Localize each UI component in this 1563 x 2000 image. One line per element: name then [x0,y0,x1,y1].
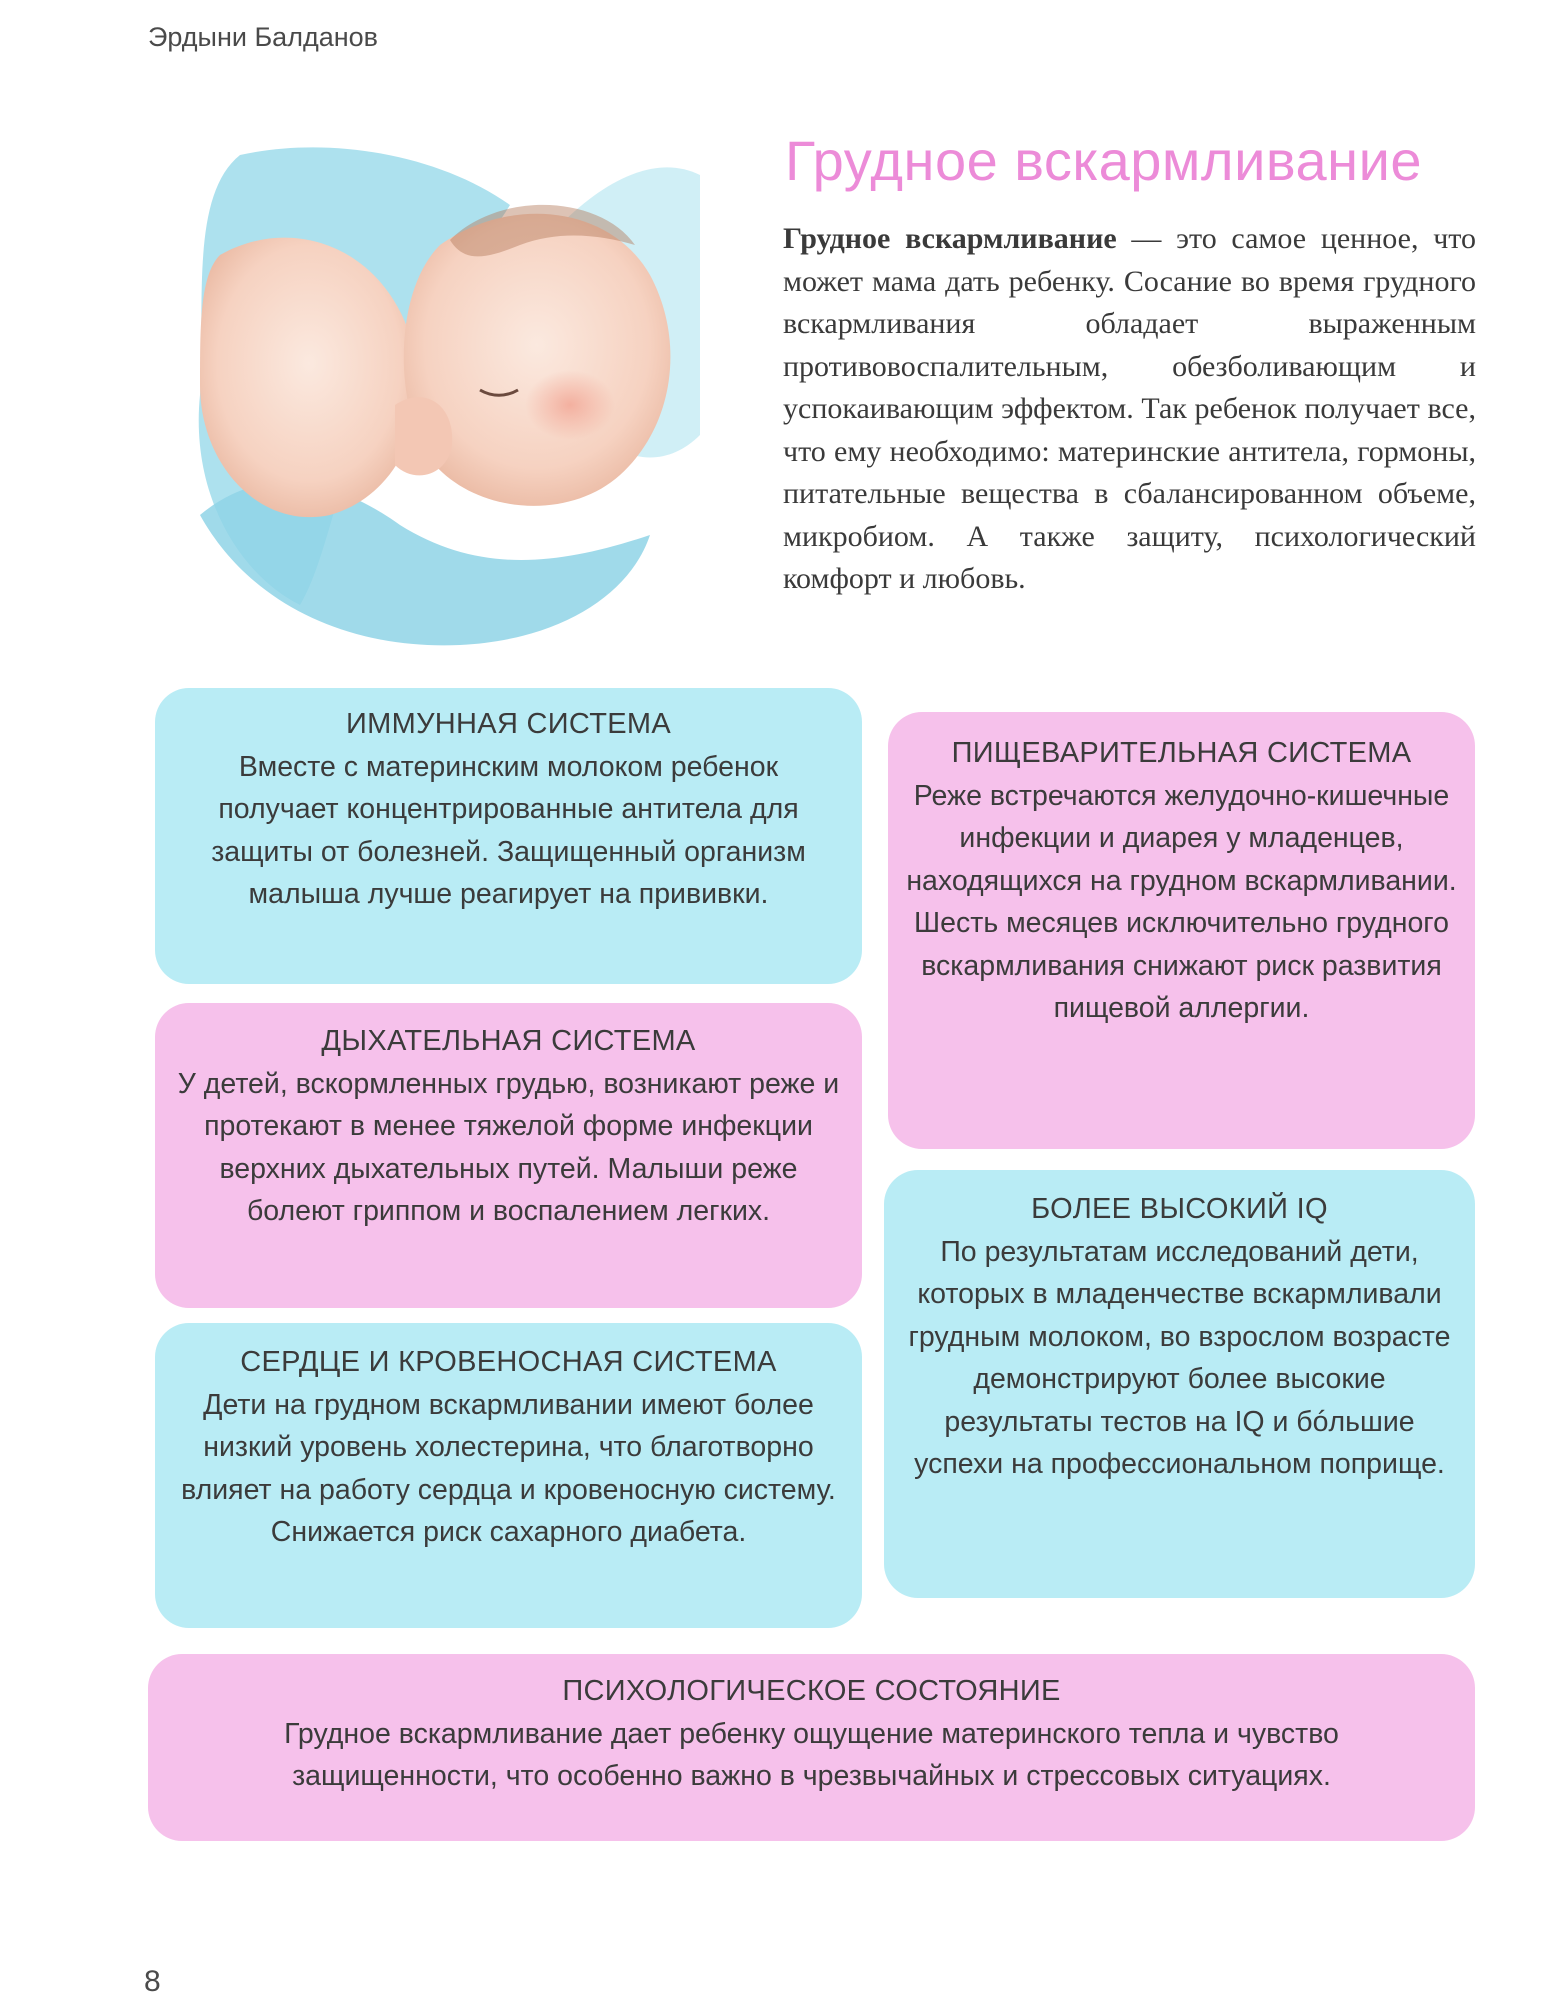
card-text: Вместе с материнским молоком ребенок получает концентрированные антитела для защиты от болезней. Защищенный организм малыша лучше реагирует на прививки. [211,750,806,910]
card-text: У детей, вскормленных грудью, возникают реже и протекают в менее тяжелой форме инфекции верхних дыхательных путей. Малыши реже болеют гриппом и воспалением легких. [177,1067,840,1227]
card-title: ДЫХАТЕЛЬНАЯ СИСТЕМА [321,1025,696,1057]
running-head: Эрдыни Балданов [148,22,378,52]
page-title: Грудное вскармливание [785,129,1422,192]
heart-circulatory-card [155,1323,862,1628]
card-text: По результатам исследований дети, которых в младенчестве вскармливали грудным молоком, во взрослом возрасте демонстрируют более высокие результаты тестов на IQ и бóльшие успехи на профессиональном поприще. [908,1235,1451,1480]
intro-text: — это самое ценное, что может мама дать ребенку. Сосание во время грудного вскармливания обладает выраженным противовоспалительным, обезболивающим и успокаивающим эффектом. Так ребенок получает все, что ему необходимо: материнские антитела, гормоны, питательные вещества в сбалансированном объеме, микробиом. А также защиту, психологический комфорт и любовь. [783,222,1476,595]
page-number: 8 [144,1965,161,1998]
higher-iq-card [884,1170,1475,1598]
card-title: ПИЩЕВАРИТЕЛЬНАЯ СИСТЕМА [951,737,1412,769]
breastfeeding-illustration [180,135,710,655]
card-text: Дети на грудном вскармливании имеют более низкий уровень холестерина, что благотворно влияет на работу сердца и кровеносную систему. Снижается риск сахарного диабета. [181,1388,836,1548]
respiratory-system-card [155,1003,862,1308]
card-title: ИММУННАЯ СИСТЕМА [346,708,671,740]
card-title: СЕРДЦЕ И КРОВЕНОСНАЯ СИСТЕМА [240,1346,777,1378]
immune-system-card [155,688,862,984]
digestive-system-card [888,712,1475,1149]
card-text: Реже встречаются желудочно-кишечные инфекции и диарея у младенцев, находящихся на грудном вскармливании. Шесть месяцев исключительно грудного вскармливания снижают риск развития пищевой аллергии. [906,779,1457,1024]
intro-paragraph [783,218,1476,601]
psychological-state-card [148,1654,1475,1841]
intro-lead: Грудное вскармливание [783,222,1117,255]
card-text: Грудное вскармливание дает ребенку ощущение материнского тепла и чувство защищенности, что особенно важно в чрезвычайных и стрессовых ситуациях. [284,1717,1339,1792]
card-title: БОЛЕЕ ВЫСОКИЙ IQ [1031,1193,1328,1225]
card-title: ПСИХОЛОГИЧЕСКОЕ СОСТОЯНИЕ [562,1675,1061,1707]
